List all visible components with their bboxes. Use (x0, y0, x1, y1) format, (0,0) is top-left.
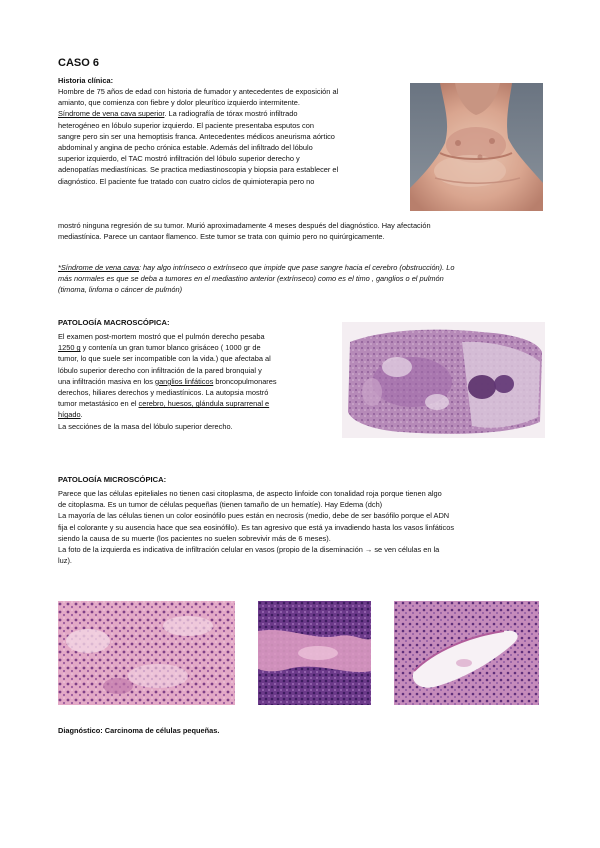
patient-neck-photo (410, 83, 543, 211)
history-line-8: adenopatías mediastínicas. Se practica mediastinoscopia y biopsia para establecer el (58, 165, 339, 175)
macro-heading: PATOLOGÍA MACROSCÓPICA: (58, 318, 170, 327)
history-line-9: diagnóstico. El paciente fue tratado con cuatro ciclos de quimioterapia pero no (58, 176, 315, 186)
svc-note (58, 262, 548, 296)
macro-line-8 (58, 409, 336, 420)
lung-section-image (342, 322, 545, 438)
history-line-6: abdominal y angina de pecho crónica estable. Además del infiltrado del lóbulo (58, 143, 313, 153)
macro-line-9: La secciónes de la masa del lóbulo superior derecho. (58, 421, 233, 431)
history-line-3-rest: . La radiografía de tórax mostró infiltrado (164, 109, 298, 119)
micro-line-3: La mayoría de las células tienen un color eosinófilo pues están en necrosis (medio, debe de ser basófilo porque el ADN (58, 511, 450, 521)
history-line-7: superior izquierdo, el TAC mostró infiltración del lóbulo superior derecho y (58, 154, 300, 164)
history-full-lines (58, 220, 548, 242)
history-line-4: heterogéneo en lóbulo superior izquierdo. El paciente presentaba esputos con (58, 120, 314, 130)
history-line-10: mostró ninguna regresión de su tumor. Murió aproximadamente 4 meses después del diagnóstico. Hay afectación (58, 221, 431, 230)
note-line-1 (58, 262, 548, 273)
macro-line-4: lóbulo superior derecho con infiltración de la pared bronquial y (58, 365, 262, 375)
history-line-5: sangre pero sin ser una hemoptisis franca. Antecedentes médicos aneurisma aórtico (58, 131, 335, 141)
micrograph-left (58, 601, 235, 705)
macro-line-6: derechos, hiliares derechos y mediastínicos. La autopsia mostró (58, 388, 269, 398)
micro-line-2: de citoplasma. Es un tumor de células pequeñas (tienen tamaño de un hematíe). Hay Edema (dch) (58, 500, 383, 510)
macro-line-3: tumor, lo que suele ser incompatible con la vida.) que afectaba al (58, 354, 271, 364)
macro-line-8-b: . (80, 410, 83, 420)
history-line-11: mediastínica. Parece un cantaor flamenco. Este tumor se trata con quimio pero no quirúrgicamente. (58, 232, 385, 242)
macro-weight-underlined: 1250 g (58, 343, 81, 353)
history-line-1: Hombre de 75 años de edad con historia de fumador y antecedentes de exposición al (58, 87, 339, 96)
micro-line-4: fija el colorante y su ausencia hace que sea eosinófilo). Es tan agresivo que está ya invadiendo hasta los vasos linfáticos (58, 522, 455, 532)
lymph-nodes-underlined: ganglios linfáticos (154, 376, 214, 386)
micrograph-right (394, 601, 539, 705)
micro-line-7: luz). (58, 556, 72, 566)
note-line-3: (timoma, linfoma o cáncer de pulmón) (58, 285, 183, 295)
history-line-3 (58, 108, 406, 119)
diagnosis (58, 725, 219, 736)
note-line-1-rest: : hay algo intrínseco o extrínseco que impide que pase sangre hacia el cerebro (obstrucción). Lo (138, 263, 455, 272)
macro-line-7-a: tumor metastásico en el (58, 399, 139, 409)
macro-line-1: El examen post-mortem mostró que el pulmón derecho pesaba (58, 332, 265, 341)
micro-line-1: Parece que las células epiteliales no tienen casi citoplasma, de aspecto linfoide con tonalidad roja porque tienen algo (58, 489, 442, 498)
macro-line-5-a: una infiltración masiva en los (58, 376, 155, 386)
macro-line-7 (58, 398, 336, 409)
note-underlined: *Síndrome de vena cava (58, 263, 139, 272)
macro-text (58, 331, 336, 432)
micrograph-middle (258, 601, 371, 705)
micro-line-5: siendo la causa de su muerte (los pacientes no suelen sobrevivir más de 6 meses). (58, 533, 331, 543)
diagnosis-label: Diagnóstico (58, 726, 101, 735)
liver-underlined: hígado (58, 410, 81, 420)
macro-line-5 (58, 376, 336, 387)
history-line-2: amianto, que comienza con fiebre y dolor pleurítico izquierdo intermitente. (58, 98, 300, 108)
metastasis-sites-underlined: cerebro, huesos, glándula suprarrenal e (138, 399, 270, 409)
macro-line-2-rest: y contenía un gran tumor blanco grisáceo ( 1000 gr de (80, 343, 261, 353)
micro-text (58, 488, 548, 566)
note-line-2: más normales es que se deba a tumores en el mediastino anterior (extrínseco) como es el timo , ganglios o el pulmón (58, 274, 444, 284)
history-heading: Historia clínica: (58, 76, 114, 85)
svc-underlined: Síndrome de vena cava superior (58, 109, 165, 119)
macro-line-5-b: broncopulmonares (213, 376, 277, 386)
micro-line-6: La foto de la izquierda es indicativa de infiltración celular en vasos (propio de la diseminación → se ven células en la (58, 545, 440, 555)
micro-heading: PATOLOGÍA MICROSCÓPICA: (58, 475, 167, 484)
case-title: CASO 6 (58, 57, 99, 69)
diagnosis-text: : Carcinoma de células pequeñas. (100, 726, 220, 735)
macro-line-2 (58, 342, 336, 353)
history-text (58, 86, 406, 187)
